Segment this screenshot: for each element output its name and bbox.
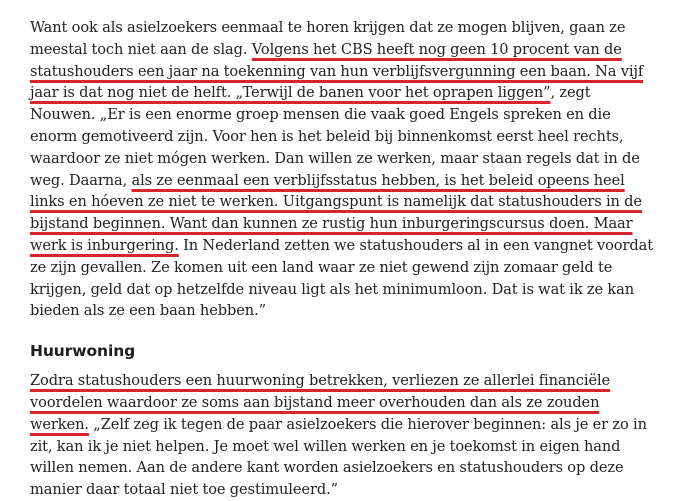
highlighted-passage-cbs: Volgens het CBS heeft nog geen 10 procent van de statushouders een jaar na toekenning van hun verblijfsvergunning een baan. Na vijf jaar is dat nog niet de helft. „Terwijl de banen voor het oprapen liggen” xyxy=(30,40,644,102)
paragraph-end-text: In Nederland zetten we statushouders al in een vangnet voordat ze zijn gevallen. Ze komen uit een land waar ze niet gewend zijn zomaar geld te krijgen, geld dat op hetzelfde niveau ligt als het minimumloon. Dat is wat ik ze kan bieden als ze een baan hebben.” xyxy=(30,236,653,320)
highlighted-passage-policy: als ze eenmaal een verblijfsstatus hebben, is het beleid opeens heel links en hóeven ze niet te werken. Uitgangspunt is namelijk dat statushouders in de bijstand beginnen. Want dan kunnen ze rustig hun inburgeringscursus doen. Maar werk is inburgering. xyxy=(30,171,642,254)
paragraph-middle-text: , zegt Nouwen. „Er is een enorme groep mensen die vaak goed Engels spreken en die enorm gemotiveerd zijn. Voor hen is het beleid bij binnenkomst eerst heel rechts, waardoor ze niet mógen werken. Dan willen ze werken, maar staan regels dat in de weg. Daarna, xyxy=(30,84,640,189)
article-body xyxy=(30,17,658,501)
paragraph-housing-end-text: „Zelf zeg ik tegen de paar asielzoekers die hierover beginnen: als je er zo in zit, kan ik je niet helpen. Je moet wel willen werken en je toekomst in eigen hand willen nemen. Aan de andere kant worden asielzoekers en statushouders op deze manier daar totaal niet toe gestimuleerd.” xyxy=(30,415,647,499)
paragraph-housing xyxy=(30,370,658,501)
section-heading: Huurwoning xyxy=(30,342,136,361)
highlighted-passage-housing: Zodra statushouders een huurwoning betrekken, verliezen ze allerlei financiële voordelen waardoor ze soms aan bijstand meer overhouden dan als ze zouden werken. xyxy=(30,372,611,433)
paragraph-intro-text: Want ook als asielzoekers eenmaal te horen krijgen dat ze mogen blijven, gaan ze meestal toch niet aan de slag. xyxy=(30,19,626,58)
paragraph-employment xyxy=(30,17,658,322)
